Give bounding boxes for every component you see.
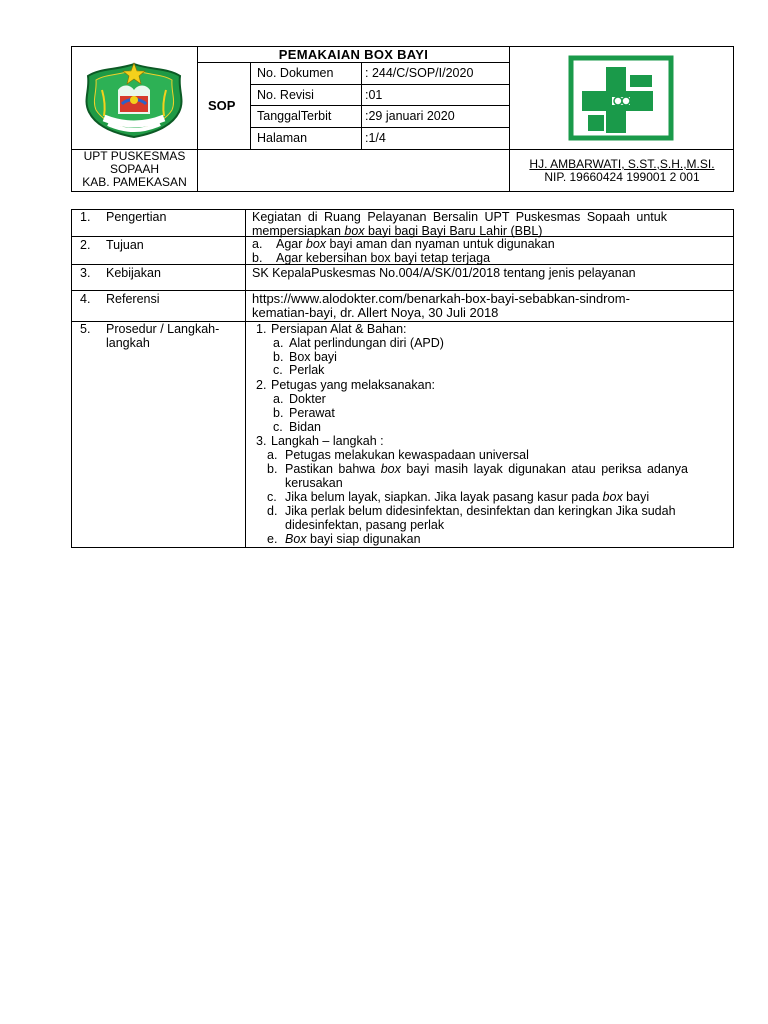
row-number: 2. [80,238,91,252]
italic-run: box [380,462,401,476]
substep-text: Petugas melakukan kewaspadaan universal [285,448,529,462]
text-run: bayi [622,490,650,504]
meta-label-no-dokumen: No. Dokumen [257,66,334,80]
row-label-pengertian: Pengertian [106,210,167,224]
text-run: bayi bagi Bayi Baru Lahir (BBL) [364,224,543,238]
referensi-line: https://www.alodokter.com/benarkah-box-bayi-sebabkan-sindrom- [252,291,630,306]
kebijakan-text: SK KepalaPuskesmas No.004/A/SK/01/2018 tentang jenis pelayanan [252,266,636,280]
pengertian-line [252,224,726,238]
meta-label-tanggal-terbit: TanggalTerbit [257,109,332,123]
step-number: 2. [256,378,267,392]
pengertian-text [252,210,726,238]
signatory-nip: NIP. 19660424 199001 2 001 [544,170,700,184]
institution-line: UPT PUSKESMAS [83,149,186,163]
step-number: 1. [256,322,267,336]
substep-mark: c. [273,363,283,377]
tujuan-item [276,237,555,251]
step-heading: Langkah – langkah : [271,434,384,448]
pamekasan-regency-emblem-icon [82,60,187,140]
step-heading: Persiapan Alat & Bahan: [271,322,407,336]
meta-value-tanggal-terbit: :29 januari 2020 [365,109,455,123]
institution-line: SOPAAH [109,162,160,176]
italic-run: Box [285,532,307,546]
substep-mark: b. [267,462,278,476]
substep-mark: c. [273,420,283,434]
sop-label: SOP [208,98,236,113]
row-number: 1. [80,210,91,224]
meta-value-no-dokumen: : 244/C/SOP/I/2020 [365,66,474,80]
text-run: Jika belum layak, siapkan. Jika layak pasang kasur pada [285,490,603,504]
substep-mark: e. [267,532,278,546]
tujuan-item [276,251,490,265]
tujuan-mark: a. [252,237,263,251]
substep-mark: b. [273,406,284,420]
substep-text: Perlak [289,363,325,377]
institution-line: KAB. PAMEKASAN [82,175,187,189]
tujuan-mark: b. [252,251,263,265]
pengertian-line: Kegiatan di Ruang Pelayanan Bersalin UPT Puskesmas Sopaah untuk [252,210,667,224]
meta-label-no-revisi: No. Revisi [257,88,314,102]
step-number: 3. [256,434,267,448]
substep-text [285,490,649,504]
text-run: bayi siap digunakan [306,532,421,546]
substep-text: Alat perlindungan diri (APD) [289,336,444,350]
row-number: 4. [80,292,91,306]
referensi-line: kematian-bayi, dr. Allert Noya, 30 Juli 2018 [252,305,499,320]
text-run: Agar kebersihan box bayi tetap terjaga [276,251,491,265]
substep-mark: a. [273,336,284,350]
substep-text: Dokter [289,392,326,406]
text-run: bayi aman dan nyaman untuk digunakan [326,237,555,251]
row-label-referensi: Referensi [106,292,160,306]
substep-text [285,504,726,532]
text-run: bayi masih layak digunakan atau periksa adanya [400,462,688,476]
substep-text: Perawat [289,406,335,420]
institution-block [72,150,197,189]
meta-value-no-revisi: :01 [365,88,383,102]
substep-mark: b. [273,350,284,364]
step-heading: Petugas yang melaksanakan: [271,378,435,392]
text-run: mempersiapkan [252,224,345,238]
row-number: 3. [80,266,91,280]
italic-run: box [305,237,327,251]
substep-mark: d. [267,504,278,518]
substep-text: Box bayi [289,350,337,364]
document-title: PEMAKAIAN BOX BAYI [278,47,429,62]
meta-value-halaman: :1/4 [365,131,386,145]
signatory-name: HJ. AMBARWATI, S.ST.,S.H.,M.SI. [529,157,715,171]
substep-line: kerusakan [285,476,343,490]
puskesmas-green-cross-icon [568,55,674,141]
substep-mark: a. [267,448,278,462]
italic-run: box [602,490,623,504]
row-label-prosedur-cont: langkah [106,336,150,350]
substep-line: Jika perlak belum didesinfektan, desinfektan dan keringkan Jika sudah [285,504,676,518]
substep-line: didesinfektan, pasang perlak [285,518,445,532]
row-label-tujuan: Tujuan [106,238,144,252]
substep-line [285,462,726,476]
substep-mark: a. [273,392,284,406]
substep-text [285,462,726,490]
text-run: Pastikan bahwa [285,462,381,476]
row-number: 5. [80,322,91,336]
substep-text [285,532,421,546]
substep-mark: c. [267,490,277,504]
meta-label-halaman: Halaman [257,131,308,145]
row-label-kebijakan: Kebijakan [106,266,161,280]
italic-run: box [344,224,365,238]
text-run: Agar [276,237,306,251]
row-label-prosedur: Prosedur / Langkah- [106,322,220,336]
substep-text: Bidan [289,420,321,434]
